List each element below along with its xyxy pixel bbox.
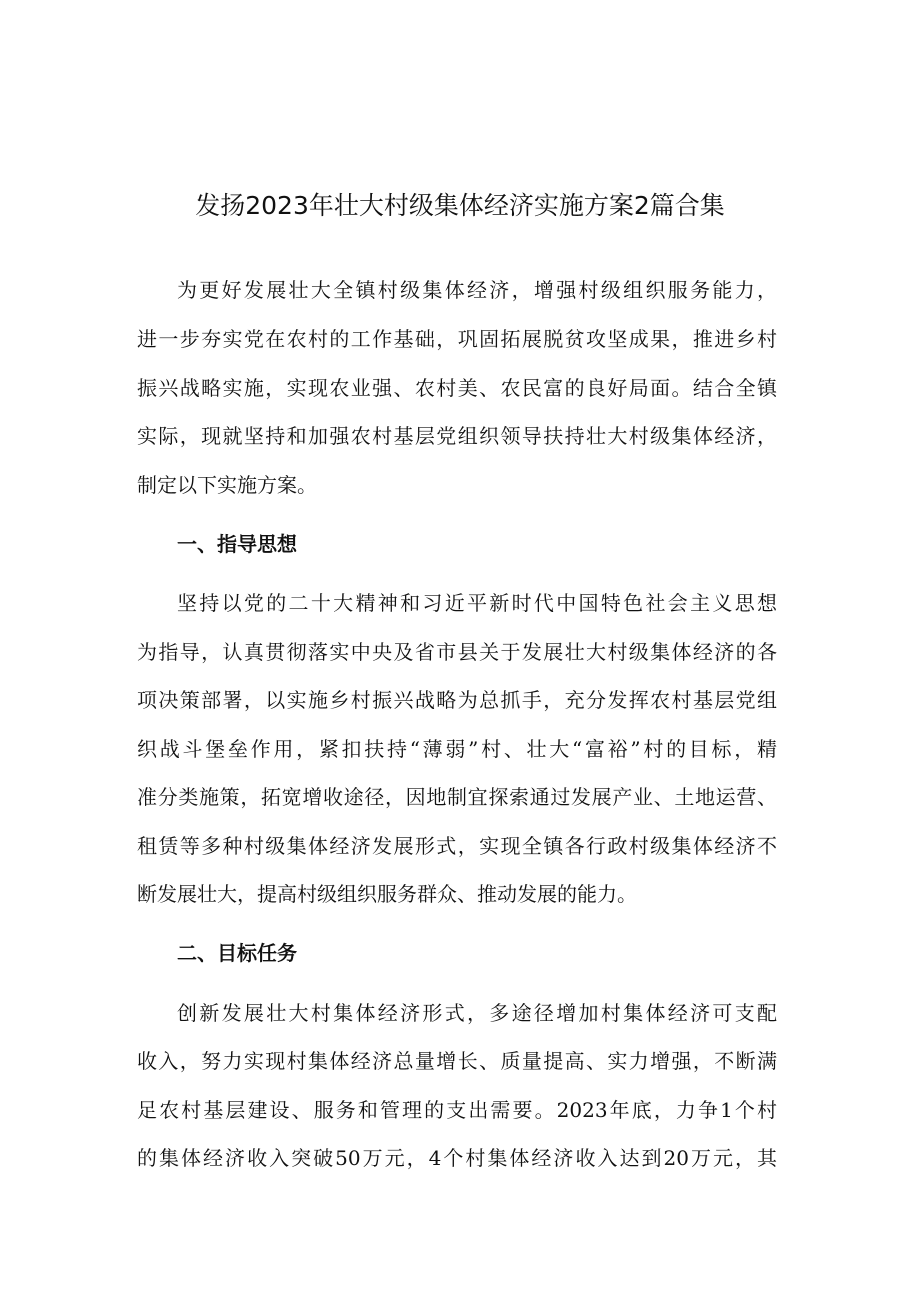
document-title: 发扬2023年壮大村级集体经济实施方案2篇合集 xyxy=(195,191,725,220)
paragraph-line: 为指导，认真贯彻落实中央及省市县关于发展壮大村级集体经济的各 xyxy=(137,640,777,664)
paragraph-line: 项决策部署，以实施乡村振兴战略为总抓手，充分发挥农村基层党组 xyxy=(137,688,777,712)
paragraph-line: 租赁等多种村级集体经济发展形式，实现全镇各行政村级集体经济不 xyxy=(137,834,777,858)
paragraph-line: 收入，努力实现村集体经济总量增长、质量提高、实力增强，不断满 xyxy=(137,1049,777,1073)
paragraph-line: 制定以下实施方案。 xyxy=(137,473,317,497)
paragraph-line: 实际，现就坚持和加强农村基层党组织领导扶持壮大村级集体经济， xyxy=(137,424,777,448)
paragraph-line: 坚持以党的二十大精神和习近平新时代中国特色社会主义思想 xyxy=(177,591,777,615)
paragraph-line: 的集体经济收入突破50万元，4个村集体经济收入达到20万元，其 xyxy=(137,1146,777,1170)
paragraph-line: 断发展壮大，提高村级组织服务群众、推动发展的能力。 xyxy=(137,882,637,906)
paragraph-line: 足农村基层建设、服务和管理的支出需要。2023年底，力争1个村 xyxy=(137,1098,777,1122)
paragraph-line: 准分类施策，拓宽增收途径，因地制宜探索通过发展产业、土地运营、 xyxy=(137,785,777,809)
paragraph-line: 振兴战略实施，实现农业强、农村美、农民富的良好局面。结合全镇 xyxy=(137,376,777,400)
paragraph-line: 织战斗堡垒作用，紧扣扶持“薄弱”村、壮大“富裕”村的目标，精 xyxy=(137,737,777,761)
paragraph-line: 为更好发展壮大全镇村级集体经济，增强村级组织服务能力， xyxy=(177,278,777,302)
section-heading-guiding-ideology: 一、指导思想 xyxy=(177,532,297,556)
paragraph-line: 创新发展壮大村集体经济形式，多途径增加村集体经济可支配 xyxy=(177,1001,777,1025)
paragraph-line: 进一步夯实党在农村的工作基础，巩固拓展脱贫攻坚成果，推进乡村 xyxy=(137,327,777,351)
section-heading-targets-tasks: 二、目标任务 xyxy=(177,941,297,965)
